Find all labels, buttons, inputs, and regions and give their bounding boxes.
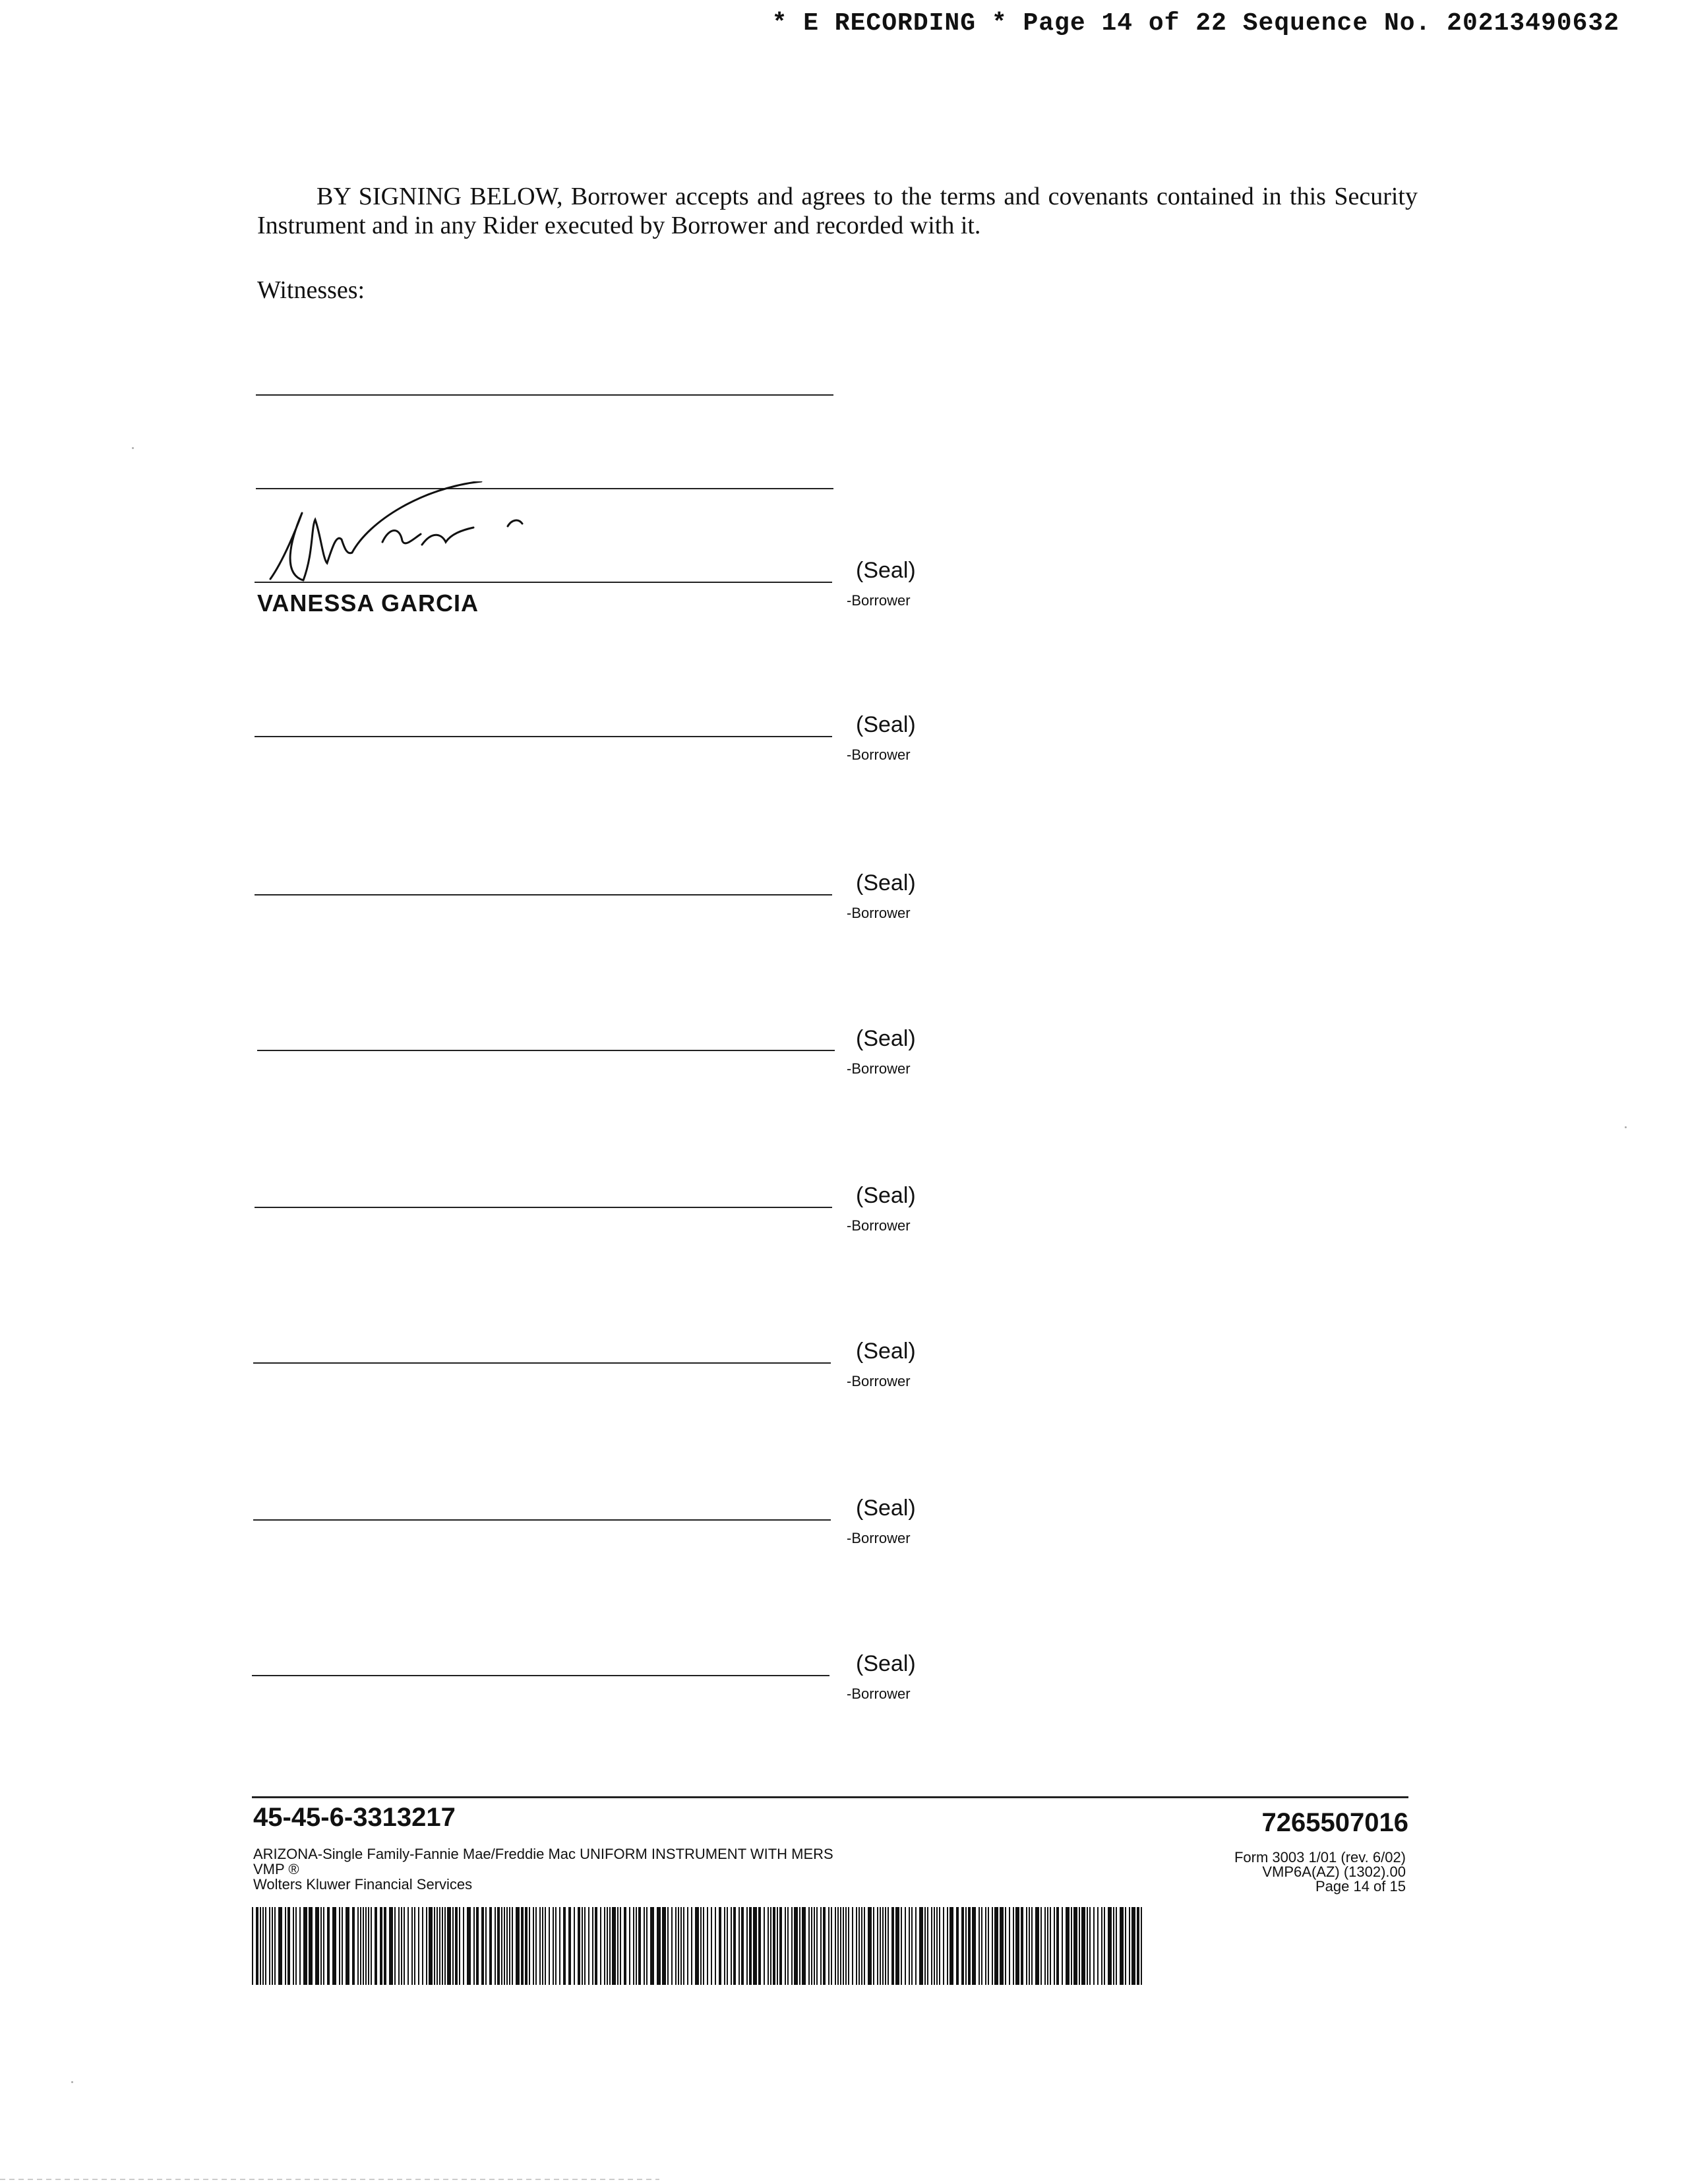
barcode-bar [467, 1907, 471, 1985]
signature-line [257, 1050, 835, 1051]
scan-artifact [0, 2179, 659, 2180]
barcode-bar [861, 1907, 862, 1985]
barcode-bar [1009, 1907, 1010, 1985]
barcode-bar [895, 1907, 899, 1985]
barcode-bar [927, 1907, 928, 1985]
barcode-bar [1093, 1907, 1095, 1985]
barcode-bar [559, 1907, 560, 1985]
barcode-bar [770, 1907, 771, 1985]
barcode-bar [785, 1907, 786, 1985]
barcode-bar [285, 1907, 286, 1985]
barcode-bar [293, 1907, 294, 1985]
barcode-bar [529, 1907, 530, 1985]
barcode-bar [741, 1907, 744, 1985]
barcode-bar [563, 1907, 566, 1985]
barcode-bar [535, 1907, 537, 1985]
barcode-bar [808, 1907, 810, 1985]
handwritten-signature [264, 481, 554, 587]
barcode-bar [831, 1907, 832, 1985]
form-vendor: VMP ® [253, 1861, 299, 1877]
scan-speck [71, 2081, 73, 2083]
signature-line [252, 1675, 829, 1676]
barcode-bar [636, 1907, 637, 1985]
barcode-bar [1029, 1907, 1030, 1985]
barcode-bar [1087, 1907, 1088, 1985]
signature-block-4 [0, 1026, 1688, 1116]
form-page-number: Page 14 of 15 [1315, 1878, 1406, 1895]
barcode-bar [1116, 1907, 1117, 1985]
barcode-bar [476, 1907, 479, 1985]
barcode-bar [724, 1907, 725, 1985]
barcode-bar [828, 1907, 829, 1985]
seal-label: (Seal) [856, 1339, 916, 1364]
barcode-bar [1035, 1907, 1039, 1985]
seal-label: (Seal) [856, 1496, 916, 1521]
loan-id: 45-45-6-3313217 [253, 1803, 456, 1832]
barcode-bar [992, 1907, 993, 1985]
barcode-bar [327, 1907, 330, 1985]
barcode-bar [568, 1907, 571, 1985]
barcode-bar [738, 1907, 740, 1985]
barcode-bar [764, 1907, 765, 1985]
barcode-bar [859, 1907, 860, 1985]
barcode-bar [574, 1907, 575, 1985]
barcode-bar [1031, 1907, 1033, 1985]
barcode-bar [936, 1907, 938, 1985]
barcode-bar [794, 1907, 798, 1985]
barcode-bar [339, 1907, 340, 1985]
barcode-bar [1050, 1907, 1051, 1985]
barcode-bar [363, 1907, 364, 1985]
barcode-bar [299, 1907, 301, 1985]
barcode-bar [773, 1907, 775, 1985]
borrower-label: -Borrower [847, 905, 911, 921]
barcode-bar [650, 1907, 654, 1985]
barcode-bar [880, 1907, 881, 1985]
barcode-bar [835, 1907, 836, 1985]
barcode-bar [368, 1907, 369, 1985]
barcode-bar [485, 1907, 487, 1985]
barcode-bar [924, 1907, 926, 1985]
barcode-bar [375, 1907, 377, 1985]
barcode-bar [516, 1907, 520, 1985]
barcode-bar [295, 1907, 297, 1985]
barcode-bar [633, 1907, 634, 1985]
barcode-bar [691, 1907, 692, 1985]
borrower-label: -Borrower [847, 746, 911, 763]
signature-block-7 [0, 1496, 1688, 1585]
barcode-bar [746, 1907, 748, 1985]
barcode-bar [309, 1907, 313, 1985]
barcode-bar [617, 1907, 618, 1985]
scan-speck [132, 447, 134, 449]
barcode-bar [888, 1907, 889, 1985]
barcode-bar [985, 1907, 986, 1985]
barcode-bar [555, 1907, 557, 1985]
barcode-bar [542, 1907, 543, 1985]
barcode-bar [463, 1907, 464, 1985]
barcode-bar [777, 1907, 778, 1985]
signature-block-6 [0, 1339, 1688, 1428]
barcode-bar [671, 1907, 673, 1985]
barcode-bar [873, 1907, 874, 1985]
barcode-bar [956, 1907, 959, 1985]
barcode-bar [1040, 1907, 1042, 1985]
barcode-bar [1081, 1907, 1085, 1985]
barcode-bar [901, 1907, 902, 1985]
barcode-bar [434, 1907, 435, 1985]
signature-line [253, 1519, 831, 1521]
barcode-bar [856, 1907, 857, 1985]
barcode-bar [1113, 1907, 1114, 1985]
barcode-bar [539, 1907, 541, 1985]
barcode-bar [837, 1907, 839, 1985]
barcode-bar [715, 1907, 716, 1985]
barcode-bar [582, 1907, 583, 1985]
barcode-bar [262, 1907, 264, 1985]
barcode-bar [404, 1907, 405, 1985]
barcode-bar [256, 1907, 258, 1985]
barcode-bar [624, 1907, 626, 1985]
witnesses-label: Witnesses: [257, 276, 365, 304]
barcode-bar [811, 1907, 812, 1985]
barcode-bar [444, 1907, 446, 1985]
borrower-label: -Borrower [847, 1530, 911, 1546]
barcode-bar [394, 1907, 396, 1985]
barcode-bar [678, 1907, 679, 1985]
barcode-bar [1047, 1907, 1048, 1985]
barcode-bar [439, 1907, 440, 1985]
barcode-bar [1013, 1907, 1014, 1985]
barcode-bar [533, 1907, 534, 1985]
barcode-bar [447, 1907, 451, 1985]
barcode-bar [891, 1907, 894, 1985]
form-number: Form 3003 1/01 (rev. 6/02) [1234, 1849, 1406, 1866]
barcode-bar [840, 1907, 841, 1985]
signature-block-5 [0, 1183, 1688, 1273]
barcode-bar [578, 1907, 580, 1985]
form-codes [1234, 1850, 1406, 1894]
barcode-bar [919, 1907, 923, 1985]
barcode-bar [414, 1907, 415, 1985]
barcode-bar [332, 1907, 336, 1985]
barcode-bar [437, 1907, 438, 1985]
intro-text: BY SIGNING BELOW, Borrower accepts and agrees to the terms and covenants contained in this Security Instrument and in any Rider executed by Borrower and recorded with it. [257, 183, 1418, 239]
barcode-bar [1131, 1907, 1135, 1985]
form-version: VMP6A(AZ) (1302).00 [1262, 1864, 1406, 1880]
barcode-bar [612, 1907, 616, 1985]
barcode-bar [909, 1907, 910, 1985]
barcode-bar [939, 1907, 940, 1985]
borrower-label: -Borrower [847, 592, 911, 609]
barcode-bar [707, 1907, 708, 1985]
barcode-bar [607, 1907, 608, 1985]
barcode-bar [968, 1907, 971, 1985]
barcode-bar [1129, 1907, 1130, 1985]
barcode-bar [1089, 1907, 1091, 1985]
barcode-bar [418, 1907, 419, 1985]
barcode-bar [711, 1907, 712, 1985]
barcode-bar [768, 1907, 769, 1985]
barcode-bar [934, 1907, 935, 1985]
barcode-bar [687, 1907, 688, 1985]
barcode-bar [787, 1907, 789, 1985]
barcode-bar [882, 1907, 884, 1985]
form-publisher: Wolters Kluwer Financial Services [253, 1876, 473, 1893]
barcode-bar [1044, 1907, 1046, 1985]
intro-paragraph [257, 182, 1418, 240]
signature-line [255, 894, 832, 895]
barcode-bar [506, 1907, 508, 1985]
borrower-name: VANESSA GARCIA [257, 590, 479, 617]
form-description [253, 1846, 833, 1892]
barcode-bar [727, 1907, 728, 1985]
barcode-bar [1120, 1907, 1124, 1985]
barcode-bar [988, 1907, 989, 1985]
barcode-bar [950, 1907, 953, 1985]
barcode-bar [1101, 1907, 1102, 1985]
barcode-bar [509, 1907, 510, 1985]
barcode-bar [371, 1907, 372, 1985]
barcode-bar [504, 1907, 505, 1985]
barcode-bar [662, 1907, 666, 1985]
barcode-bar [1005, 1907, 1006, 1985]
barcode-bar [497, 1907, 500, 1985]
barcode-bar [1071, 1907, 1072, 1985]
barcode-bar [422, 1907, 423, 1985]
barcode-bar [549, 1907, 550, 1985]
barcode-bar [845, 1907, 847, 1985]
barcode-bar [274, 1907, 276, 1985]
barcode-bar [802, 1907, 806, 1985]
barcode-bar [357, 1907, 359, 1985]
barcode-bar [342, 1907, 343, 1985]
barcode-bar [303, 1907, 307, 1985]
barcode-bar [1108, 1907, 1112, 1985]
barcode-bar [657, 1907, 661, 1985]
barcode-bar [455, 1907, 458, 1985]
barcode-bar [365, 1907, 367, 1985]
barcode-bar [588, 1907, 589, 1985]
barcode-bar [380, 1907, 382, 1985]
barcode-bar [1079, 1907, 1080, 1985]
barcode-bar [799, 1907, 800, 1985]
barcode-bar [1000, 1907, 1004, 1985]
barcode-bar [961, 1907, 964, 1985]
barcode-bar [398, 1907, 400, 1985]
seal-label: (Seal) [856, 558, 916, 583]
barcode-bar [820, 1907, 822, 1985]
barcode-bar [389, 1907, 393, 1985]
barcode-bar [915, 1907, 917, 1985]
barcode-bar [320, 1907, 322, 1985]
barcode-bar [753, 1907, 757, 1985]
barcode-bar [401, 1907, 402, 1985]
barcode-bar [1021, 1907, 1023, 1985]
barcode-bar [646, 1907, 648, 1985]
barcode-bar [667, 1907, 669, 1985]
barcode-bar [323, 1907, 324, 1985]
signature-block-1 [0, 558, 1688, 648]
barcode-bar [1054, 1907, 1055, 1985]
barcode-bar [758, 1907, 761, 1985]
barcode-bar [512, 1907, 513, 1985]
barcode-bar [1056, 1907, 1059, 1985]
barcode-bar [843, 1907, 844, 1985]
barcode-bar [525, 1907, 528, 1985]
barcode-bar [426, 1907, 427, 1985]
barcode-bar [620, 1907, 621, 1985]
seal-label: (Seal) [856, 1026, 916, 1051]
barcode-bar [695, 1907, 699, 1985]
borrower-label: -Borrower [847, 1685, 911, 1702]
barcode-bar [864, 1907, 865, 1985]
barcode-bar [700, 1907, 702, 1985]
barcode-bar [609, 1907, 611, 1985]
barcode-bar [823, 1907, 826, 1985]
barcode-bar [495, 1907, 496, 1985]
barcode-bar [644, 1907, 645, 1985]
barcode [252, 1907, 1145, 1985]
barcode-bar [683, 1907, 684, 1985]
barcode-bar [1073, 1907, 1077, 1985]
barcode-bar [592, 1907, 593, 1985]
barcode-bar [595, 1907, 597, 1985]
barcode-bar [1062, 1907, 1063, 1985]
barcode-bar [272, 1907, 273, 1985]
barcode-bar [1104, 1907, 1105, 1985]
seal-label: (Seal) [856, 870, 916, 895]
barcode-bar [1141, 1907, 1142, 1985]
barcode-bar [749, 1907, 752, 1985]
barcode-bar [473, 1907, 475, 1985]
barcode-bar [553, 1907, 554, 1985]
barcode-bar [346, 1907, 349, 1985]
barcode-bar [731, 1907, 732, 1985]
barcode-bar [604, 1907, 605, 1985]
barcode-bar [278, 1907, 282, 1985]
barcode-bar [675, 1907, 677, 1985]
barcode-bar [584, 1907, 586, 1985]
barcode-bar [814, 1907, 815, 1985]
barcode-bar [972, 1907, 976, 1985]
signature-line [255, 736, 832, 737]
barcode-bar [703, 1907, 704, 1985]
barcode-bar [877, 1907, 878, 1985]
signature-block-3 [0, 870, 1688, 960]
barcode-bar [260, 1907, 261, 1985]
barcode-bar [384, 1907, 386, 1985]
seal-label: (Seal) [856, 712, 916, 737]
barcode-bar [287, 1907, 290, 1985]
barcode-bar [994, 1907, 998, 1985]
barcode-bar [979, 1907, 980, 1985]
form-title: ARIZONA-Single Family-Fannie Mae/Freddie Mac UNIFORM INSTRUMENT WITH MERS [253, 1846, 833, 1862]
barcode-bar [501, 1907, 502, 1985]
barcode-bar [848, 1907, 849, 1985]
barcode-bar [868, 1907, 872, 1985]
barcode-bar [905, 1907, 906, 1985]
loan-number: 7265507016 [1261, 1808, 1408, 1837]
barcode-bar [943, 1907, 944, 1985]
borrower-label: -Borrower [847, 1217, 911, 1234]
barcode-bar [269, 1907, 270, 1985]
barcode-bar [911, 1907, 913, 1985]
barcode-bar [489, 1907, 492, 1985]
barcode-bar [545, 1907, 546, 1985]
barcode-bar [1015, 1907, 1019, 1985]
barcode-bar [481, 1907, 484, 1985]
barcode-bar [638, 1907, 641, 1985]
scan-speck [1625, 1126, 1627, 1128]
barcode-bar [1026, 1907, 1027, 1985]
barcode-bar [452, 1907, 454, 1985]
barcode-bar [429, 1907, 433, 1985]
borrower-label: -Borrower [847, 1373, 911, 1389]
barcode-bar [852, 1907, 853, 1985]
signature-line [253, 1362, 831, 1364]
barcode-bar [407, 1907, 409, 1985]
barcode-bar [779, 1907, 782, 1985]
barcode-bar [680, 1907, 682, 1985]
barcode-bar [733, 1907, 736, 1985]
barcode-bar [1097, 1907, 1099, 1985]
barcode-bar [352, 1907, 355, 1985]
signature-line [255, 582, 832, 583]
seal-label: (Seal) [856, 1183, 916, 1208]
barcode-bar [252, 1907, 253, 1985]
barcode-bar [265, 1907, 266, 1985]
signature-line [255, 1207, 832, 1208]
barcode-bar [1137, 1907, 1139, 1985]
barcode-bar [360, 1907, 361, 1985]
borrower-label: -Borrower [847, 1060, 911, 1077]
barcode-bar [411, 1907, 413, 1985]
barcode-bar [719, 1907, 721, 1985]
seal-label: (Seal) [856, 1651, 916, 1676]
signature-block-2 [0, 712, 1688, 802]
barcode-bar [947, 1907, 948, 1985]
barcode-bar [965, 1907, 967, 1985]
barcode-bar [600, 1907, 601, 1985]
barcode-bar [1125, 1907, 1126, 1985]
barcode-bar [1066, 1907, 1070, 1985]
barcode-bar [459, 1907, 460, 1985]
recording-stamp: * E RECORDING * Page 14 of 22 Sequence No. 20213490632 [771, 9, 1619, 38]
barcode-bar [521, 1907, 524, 1985]
footer-divider [252, 1796, 1408, 1798]
barcode-bar [442, 1907, 443, 1985]
barcode-bar [816, 1907, 818, 1985]
barcode-bar [629, 1907, 630, 1985]
barcode-bar [981, 1907, 982, 1985]
barcode-bar [791, 1907, 793, 1985]
barcode-bar [315, 1907, 319, 1985]
barcode-bar [885, 1907, 886, 1985]
barcode-bar [931, 1907, 932, 1985]
signature-block-8 [0, 1651, 1688, 1741]
witness-line-1 [256, 394, 833, 396]
